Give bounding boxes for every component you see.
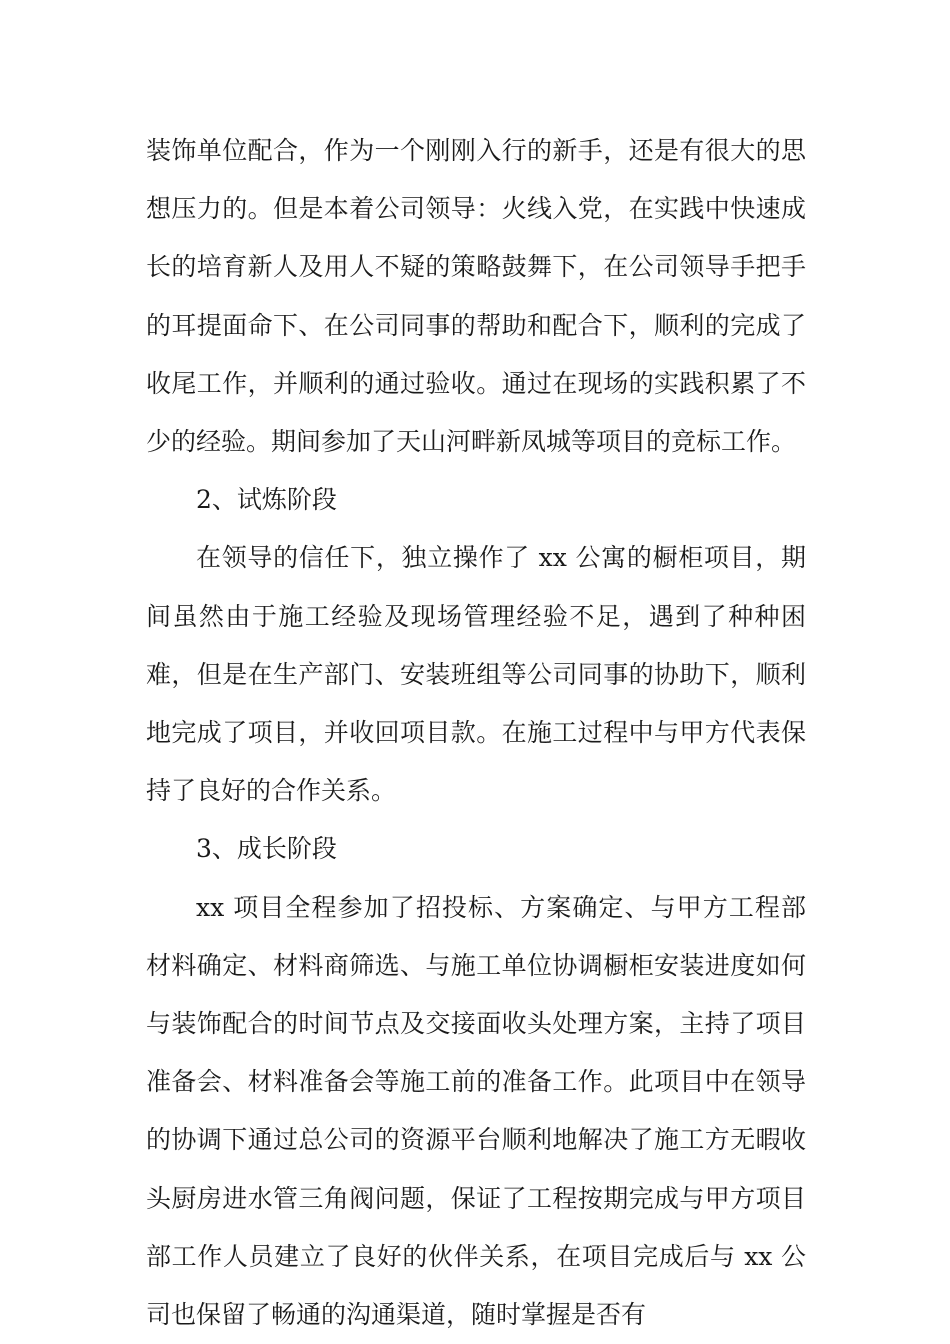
paragraph-trial-stage: 在领导的信任下，独立操作了 xx 公寓的橱柜项目，期间虽然由于施工经验及现场管理经验不足，遇到了种种困难，但是在生产部门、安装班组等公司同事的协助下，顺利地完成了项目，并收回项目款。在施工过程中与甲方代表保持了良好的合作关系。: [146, 543, 806, 806]
paragraph-growth-stage: xx 项目全程参加了招投标、方案确定、与甲方工程部材料确定、材料商筛选、与施工单位协调橱柜安装进度如何与装饰配合的时间节点及交接面收头处理方案，主持了项目准备会、材料准备会等施工前的准备工作。此项目中在领导的协调下通过总公司的资源平台顺利地解决了施工方无暇收头厨房进水管三角阀问题，保证了工程按期完成与甲方项目部工作人员建立了良好的伙伴关系，在项目完成后与 xx 公司也保留了畅通的沟通渠道，随时掌握是否有: [146, 892, 806, 1330]
section-heading-growth-stage: 3、成长阶段: [196, 834, 337, 864]
paragraph-continued: 装饰单位配合，作为一个刚刚入行的新手，还是有很大的思想压力的。但是本着公司领导：火线入党，在实践中快速成长的培育新人及用人不疑的策略鼓舞下，在公司领导手把手的耳提面命下、在公司同事的帮助和配合下，顺利的完成了收尾工作，并顺利的通过验收。通过在现场的实践积累了不少的经验。期间参加了天山河畔新凤城等项目的竞标工作。: [146, 136, 806, 457]
section-heading-trial-stage: 2、试炼阶段: [196, 485, 337, 515]
document-body: [146, 122, 806, 1344]
